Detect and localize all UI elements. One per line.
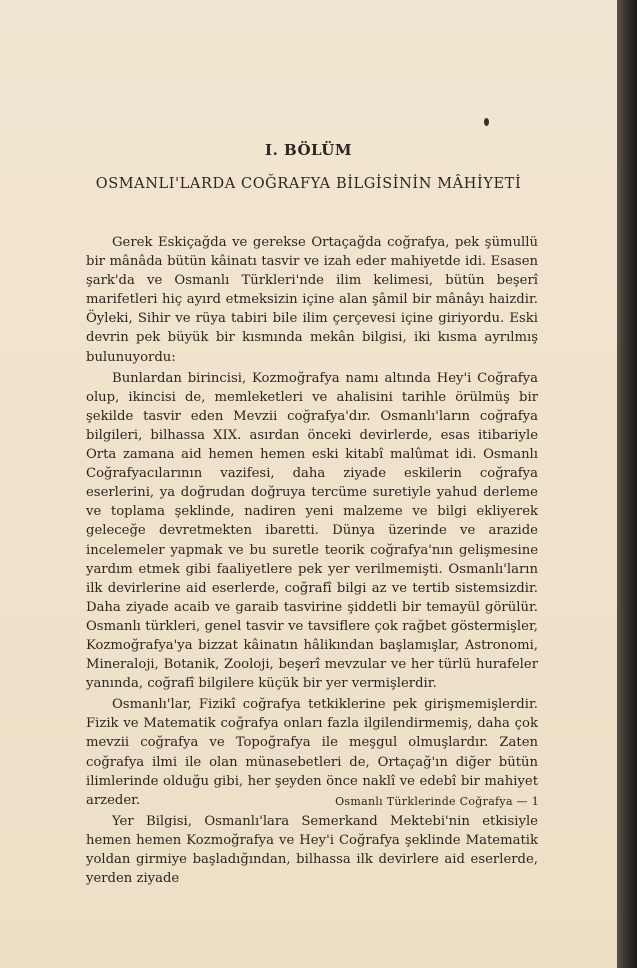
paragraph: Bunlardan birincisi, Kozmoğrafya namı altında Hey'i Coğrafya olup, ikincisi de, memleketleri ve ahalisini tarihle örülmüş bir şekilde tasvir eden Mevzii coğrafya'dır. Osmanlı'ların coğrafya bilgileri, bilhassa XIX. asırdan önceki devirlerde, esas itibariyle Orta zamana aid hemen hemen eski kitabî malûmat idi. Osmanlı Coğrafyacılarının vazifesi, daha ziyade eskilerin coğrafya eserlerini, ya doğrudan doğruya tercüme suretiyle yahud derleme ve toplama şeklinde, nadiren yeni malzeme ve bilgi ekliyerek geleceğe devretmekten ibaretti. Dünya üzerinde ve arazide incelemeler yapmak ve bu suretle teorik coğrafya'nın gelişmesine yardım etmek gibi faaliyetlere pek yer verilmemişti. Osmanlı'ların ilk devirlerine aid eserlerde, coğrafî bilgi az ve tertib sistemsizdir. Daha ziyade acaib ve garaib tasvirine şiddetli bir temayül görülür. Osmanlı türkleri, genel tasvir ve tavsiflere çok rağbet göstermişler, Kozmoğrafya'ya bizzat kâinatın hâlikından başlamışlar, Astronomi, Mineraloji, Botanik, Zooloji, beşerî mevzular ve her türlü hurafeler yanında, coğrafî bilgilere küçük bir yer vermişlerdir.	[86, 370, 538, 692]
paragraph: Osmanlı'lar, Fizikî coğrafya tetkiklerine pek girişmemişlerdir. Fizik ve Matematik coğrafya onları fazla ilgilendirmemiş, daha çok mevzii coğrafya ve Topoğrafya ile meşgul olmuşlardır. Zaten coğrafya ilmi ile olan münasebetleri de, Ortaçağ'ın diğer bütün ilimlerinde olduğu gibi, her şeyden önce naklî ve edebî bir mahiyet arzeder.	[86, 697, 538, 808]
chapter-heading: I. BÖLÜM	[265, 141, 352, 159]
ink-spot	[484, 118, 489, 126]
body-text	[86, 233, 538, 890]
paragraph: Gerek Eskiçağda ve gerekse Ortaçağda coğrafya, pek şümullü bir mânâda bütün kâinatı tasvir ve izah eder mahiyetde idi. Esasen şark'da ve Osmanlı Türkleri'nde ilim kelimesi, bütün beşerî marifetleri hiç ayırd etmeksizin içine alan şâmil bir mânâyı haizdir. Öyleki, Sihir ve rüya tabiri bile ilim çerçevesi içine giriyordu. Eski devrin pek büyük bir kısmında mekân bilgisi, iki kısma ayrılmış bulunuyordu:	[86, 235, 538, 365]
paragraph: Yer Bilgisi, Osmanlı'lara Semerkand Mektebi'nin etkisiyle hemen hemen Kozmoğrafya ve Hey'i Coğrafya şeklinde Matematik yoldan girmiye başladığından, bilhassa ilk devirlere aid eserlerde, yerden ziyade	[86, 813, 538, 887]
chapter-title: OSMANLI'LARDA COĞRAFYA BİLGİSİNİN MÂHİYETİ	[95, 176, 522, 192]
page-footer: Osmanlı Türklerinde Coğrafya — 1	[335, 795, 539, 808]
page-edge-shadow	[617, 0, 637, 968]
